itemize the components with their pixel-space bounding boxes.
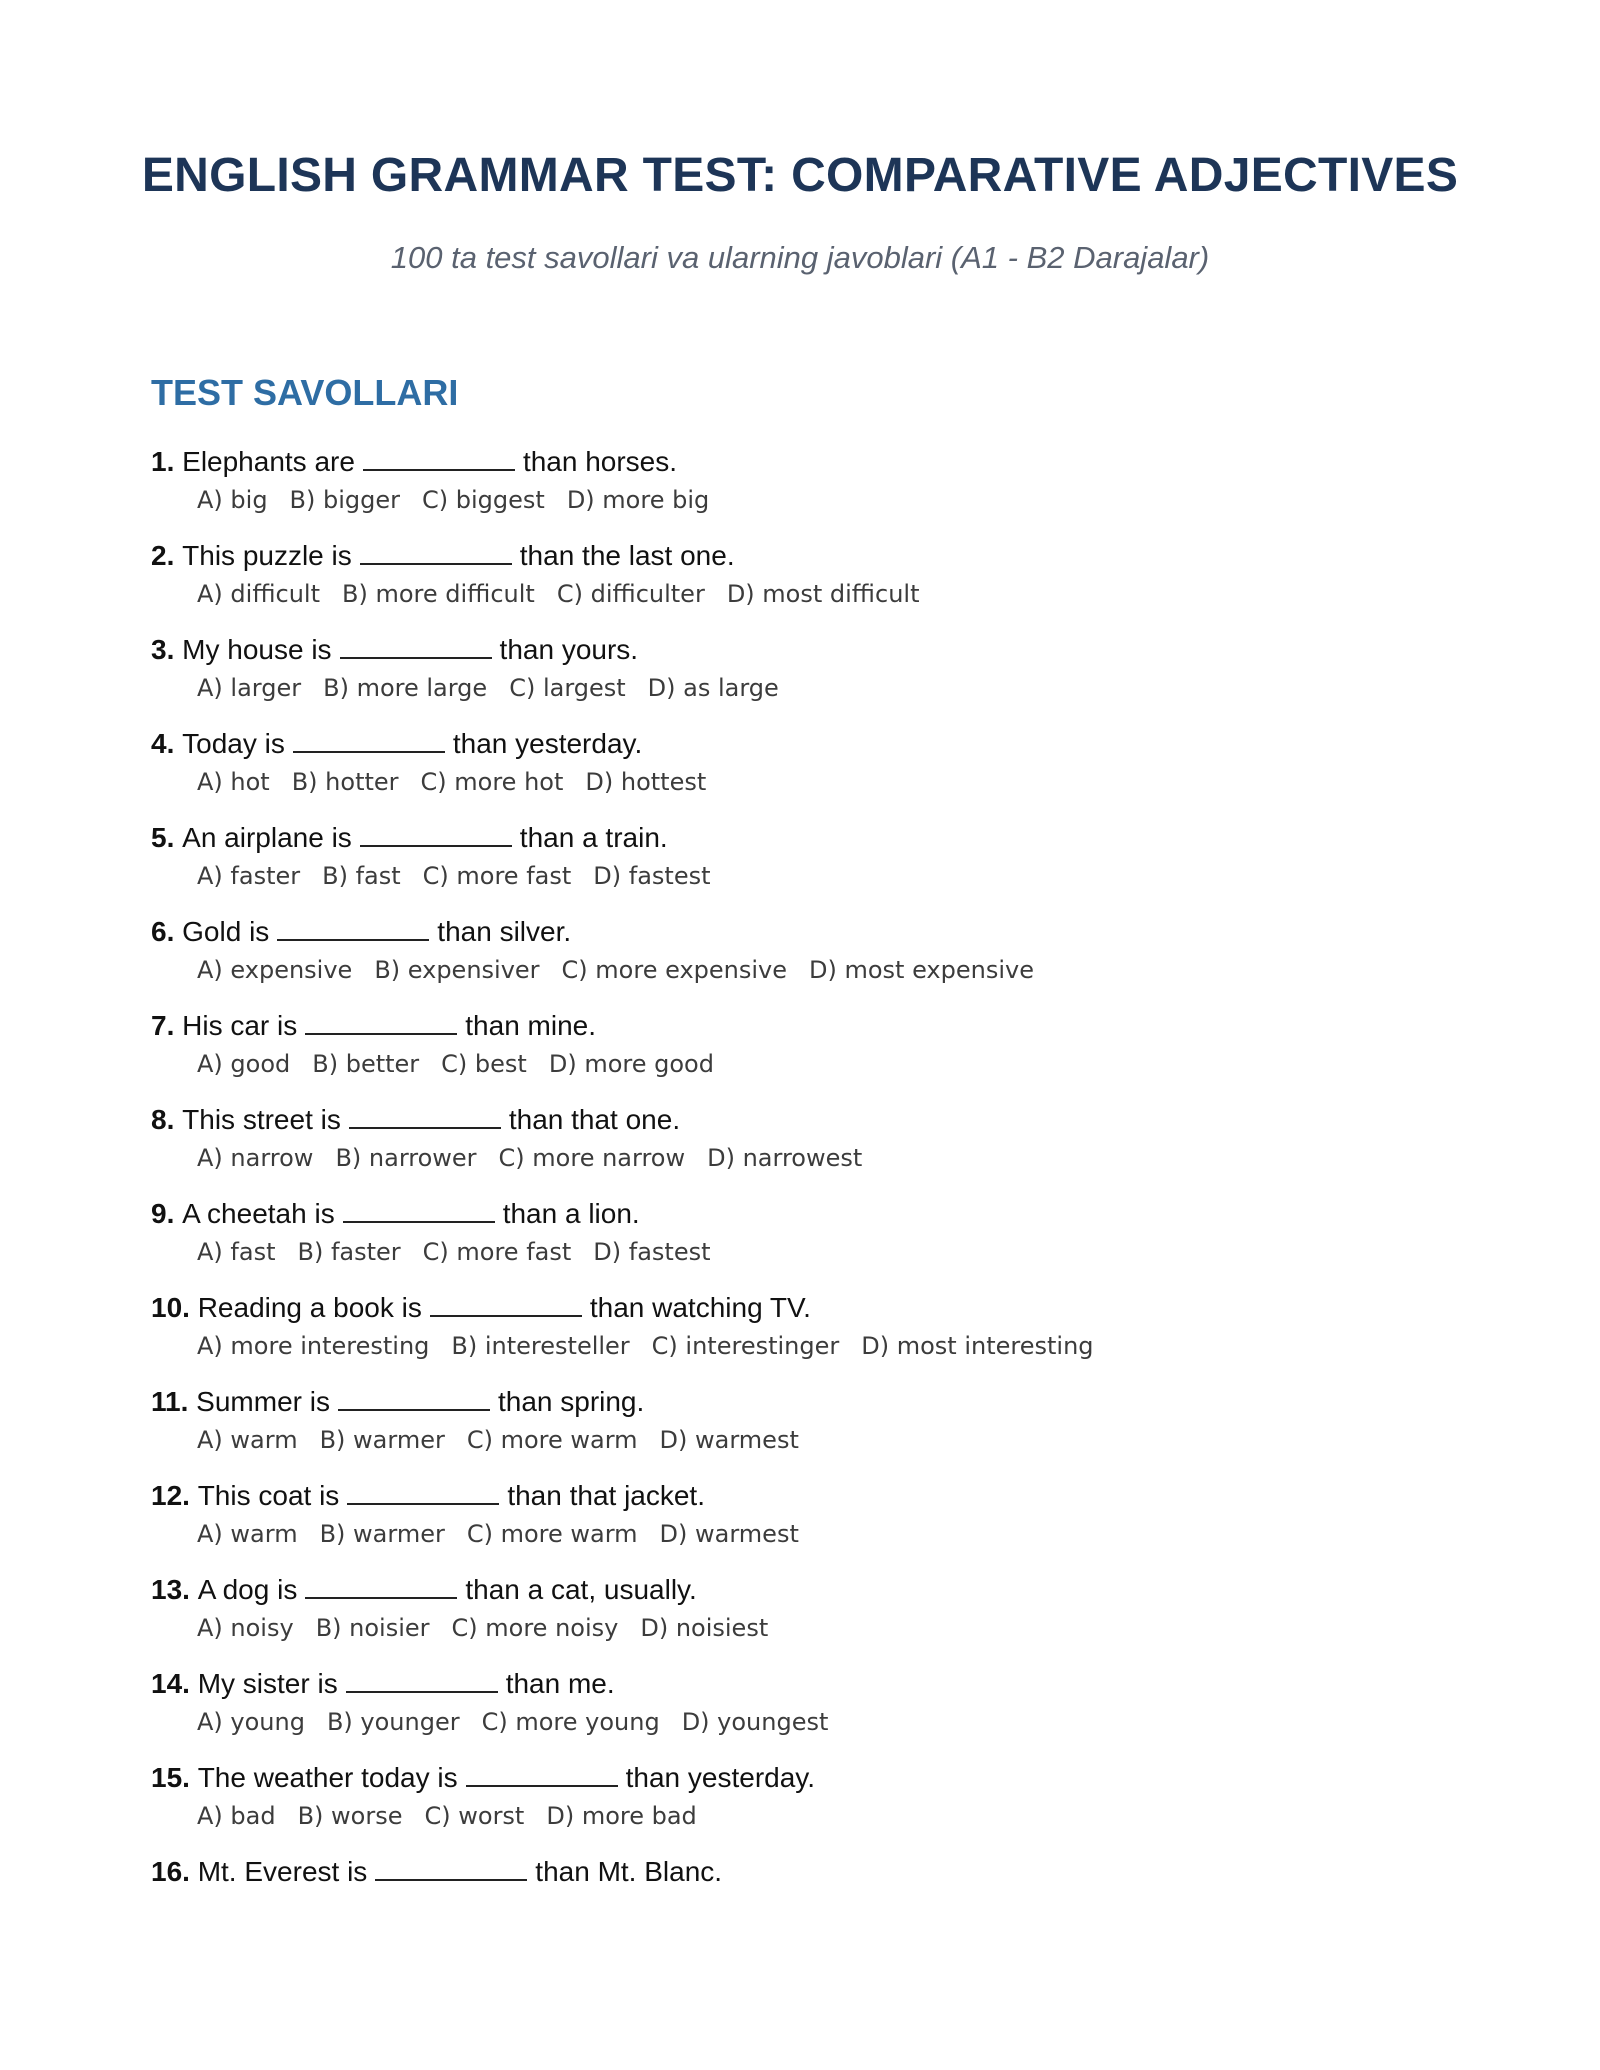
answer-option: D) more bad: [546, 1802, 697, 1830]
question-number: 14.: [151, 1668, 198, 1699]
question-number: 10.: [151, 1292, 198, 1323]
question-line: [151, 1197, 1451, 1231]
question-number: 7.: [151, 1010, 183, 1041]
answer-blank: [466, 1763, 618, 1787]
answer-option: D) warmest: [659, 1426, 799, 1454]
answer-option: C) worst: [424, 1802, 525, 1830]
answer-option: D) noisiest: [640, 1614, 769, 1642]
question-item: [151, 821, 1451, 915]
question-text-after: than the last one.: [519, 540, 735, 571]
question-text-after: than mine.: [465, 1010, 597, 1041]
answer-options: [197, 767, 1451, 797]
question-item: [151, 633, 1451, 727]
answer-blank: [305, 1575, 457, 1599]
answer-option: C) more young: [481, 1708, 660, 1736]
question-item: [151, 727, 1451, 821]
question-number: 2.: [151, 540, 183, 571]
question-text-after: than a lion.: [502, 1198, 640, 1229]
answer-option: A) noisy: [197, 1614, 294, 1642]
question-number: 3.: [151, 634, 183, 665]
answer-option: A) faster: [197, 862, 301, 890]
page-title: ENGLISH GRAMMAR TEST: COMPARATIVE ADJECTIVES: [141, 149, 1459, 202]
answer-option: B) narrower: [335, 1144, 477, 1172]
answer-option: B) hotter: [291, 768, 399, 796]
question-item: [151, 1291, 1451, 1385]
question-text-before: Reading a book is: [197, 1292, 422, 1323]
question-text-after: than horses.: [522, 446, 678, 477]
answer-blank: [360, 541, 512, 565]
question-text-before: A cheetah is: [182, 1198, 335, 1229]
answer-options: [197, 1237, 1451, 1267]
question-text-after: than that one.: [508, 1104, 681, 1135]
answer-options: [197, 1801, 1451, 1831]
question-number: 1.: [151, 446, 183, 477]
answer-option: D) most interesting: [861, 1332, 1094, 1360]
answer-option: D) narrowest: [707, 1144, 863, 1172]
answer-option: A) expensive: [197, 956, 353, 984]
answer-option: A) bad: [197, 1802, 276, 1830]
answer-option: B) bigger: [289, 486, 401, 514]
answer-blank: [430, 1293, 582, 1317]
answer-option: A) more interesting: [197, 1332, 430, 1360]
question-item: [151, 1103, 1451, 1197]
answer-option: A) difficult: [197, 580, 320, 608]
question-text-after: than silver.: [437, 916, 572, 947]
answer-option: A) big: [197, 486, 268, 514]
question-text-after: than me.: [505, 1668, 615, 1699]
answer-option: B) better: [312, 1050, 420, 1078]
answer-option: C) more noisy: [451, 1614, 619, 1642]
answer-options: [197, 485, 1451, 515]
question-line: [151, 1291, 1451, 1325]
answer-blank: [363, 447, 515, 471]
question-item: [151, 1761, 1451, 1855]
question-line: [151, 633, 1451, 667]
question-item: [151, 539, 1451, 633]
question-text-before: Gold is: [182, 916, 270, 947]
answer-option: A) hot: [197, 768, 270, 796]
answer-option: D) youngest: [681, 1708, 829, 1736]
answer-option: A) warm: [197, 1520, 298, 1548]
answer-blank: [346, 1669, 498, 1693]
question-line: [151, 1855, 1451, 1889]
question-item: [151, 915, 1451, 1009]
question-text-after: than spring.: [497, 1386, 645, 1417]
question-text-before: This coat is: [197, 1480, 340, 1511]
answer-option: B) more large: [323, 674, 488, 702]
answer-option: B) faster: [297, 1238, 401, 1266]
answer-option: C) more expensive: [561, 956, 787, 984]
question-line: [151, 1667, 1451, 1701]
answer-option: C) more warm: [466, 1426, 638, 1454]
answer-blank: [305, 1011, 457, 1035]
question-number: 8.: [151, 1104, 183, 1135]
question-text-before: His car is: [182, 1010, 298, 1041]
answer-option: B) warmer: [319, 1520, 445, 1548]
question-item: [151, 1855, 1451, 1949]
answer-option: B) more difficult: [342, 580, 535, 608]
question-text-before: My house is: [182, 634, 332, 665]
answer-options: [197, 579, 1451, 609]
question-item: [151, 445, 1451, 539]
answer-option: C) more hot: [420, 768, 564, 796]
question-text-after: than yesterday.: [625, 1762, 815, 1793]
question-text-before: An airplane is: [182, 822, 352, 853]
answer-option: D) fastest: [593, 1238, 711, 1266]
page-subtitle: 100 ta test savollari va ularning javoblari (A1 - B2 Darajalar): [390, 240, 1210, 275]
answer-option: D) most expensive: [809, 956, 1034, 984]
question-number: 11.: [151, 1386, 197, 1417]
question-text-before: Summer is: [196, 1386, 330, 1417]
question-line: [151, 915, 1451, 949]
question-text-before: This street is: [182, 1104, 341, 1135]
question-text-after: than Mt. Blanc.: [535, 1856, 723, 1887]
answer-option: C) difficulter: [556, 580, 705, 608]
answer-option: D) fastest: [593, 862, 711, 890]
answer-option: C) best: [441, 1050, 527, 1078]
answer-option: A) young: [197, 1708, 305, 1736]
answer-option: C) interestinger: [651, 1332, 840, 1360]
answer-blank: [349, 1105, 501, 1129]
question-text-after: than a train.: [519, 822, 668, 853]
question-line: [151, 539, 1451, 573]
answer-option: C) biggest: [422, 486, 545, 514]
question-line: [151, 1761, 1451, 1795]
question-line: [151, 727, 1451, 761]
answer-option: B) fast: [322, 862, 401, 890]
answer-options: [197, 1049, 1451, 1079]
answer-option: B) interesteller: [451, 1332, 630, 1360]
answer-options: [197, 1331, 1451, 1361]
answer-blank: [293, 729, 445, 753]
question-item: [151, 1667, 1451, 1761]
answer-option: A) narrow: [197, 1144, 314, 1172]
question-text-before: The weather today is: [197, 1762, 458, 1793]
answer-blank: [277, 917, 429, 941]
answer-options: [197, 955, 1451, 985]
answer-option: C) largest: [509, 674, 626, 702]
section-heading: TEST SAVOLLARI: [151, 372, 459, 413]
answer-option: A) good: [197, 1050, 291, 1078]
answer-blank: [340, 635, 492, 659]
question-text-before: My sister is: [197, 1668, 338, 1699]
answer-option: D) more good: [548, 1050, 714, 1078]
answer-option: D) as large: [647, 674, 779, 702]
answer-options: [197, 1425, 1451, 1455]
question-text-after: than that jacket.: [507, 1480, 705, 1511]
question-line: [151, 1573, 1451, 1607]
question-number: 6.: [151, 916, 183, 947]
question-line: [151, 445, 1451, 479]
answer-options: [197, 1613, 1451, 1643]
question-text-after: than yesterday.: [452, 728, 643, 759]
answer-options: [197, 1143, 1451, 1173]
answer-options: [197, 1519, 1451, 1549]
answer-blank: [347, 1481, 499, 1505]
question-number: 16.: [151, 1856, 198, 1887]
answer-option: C) more warm: [466, 1520, 638, 1548]
answer-option: B) expensiver: [374, 956, 540, 984]
answer-option: A) warm: [197, 1426, 298, 1454]
question-number: 4.: [151, 728, 183, 759]
question-number: 13.: [151, 1574, 198, 1605]
question-line: [151, 1385, 1451, 1419]
question-text-before: Elephants are: [182, 446, 355, 477]
question-text-before: A dog is: [197, 1574, 298, 1605]
answer-blank: [343, 1199, 495, 1223]
question-item: [151, 1479, 1451, 1573]
question-text-after: than yours.: [499, 634, 639, 665]
answer-option: C) more fast: [422, 862, 572, 890]
question-item: [151, 1573, 1451, 1667]
answer-option: D) more big: [566, 486, 710, 514]
question-line: [151, 1009, 1451, 1043]
answer-blank: [338, 1387, 490, 1411]
answer-blank: [360, 823, 512, 847]
question-item: [151, 1385, 1451, 1479]
answer-option: D) hottest: [585, 768, 707, 796]
answer-option: B) warmer: [319, 1426, 445, 1454]
question-text-after: than a cat, usually.: [465, 1574, 697, 1605]
question-number: 5.: [151, 822, 183, 853]
question-text-before: Today is: [182, 728, 285, 759]
question-line: [151, 1479, 1451, 1513]
question-text-before: Mt. Everest is: [197, 1856, 368, 1887]
question-line: [151, 821, 1451, 855]
answer-option: D) warmest: [659, 1520, 799, 1548]
answer-option: D) most difficult: [726, 580, 920, 608]
answer-option: C) more fast: [422, 1238, 572, 1266]
answer-options: [197, 673, 1451, 703]
question-text-after: than watching TV.: [589, 1292, 811, 1323]
answer-option: C) more narrow: [498, 1144, 686, 1172]
question-text-before: This puzzle is: [182, 540, 352, 571]
answer-option: B) worse: [297, 1802, 403, 1830]
question-item: [151, 1197, 1451, 1291]
question-number: 9.: [151, 1198, 183, 1229]
question-number: 15.: [151, 1762, 198, 1793]
question-number: 12.: [151, 1480, 198, 1511]
question-list: [151, 445, 1451, 1949]
answer-options: [197, 1707, 1451, 1737]
answer-option: B) noisier: [315, 1614, 430, 1642]
answer-option: B) younger: [326, 1708, 460, 1736]
answer-options: [197, 861, 1451, 891]
answer-option: A) fast: [197, 1238, 276, 1266]
question-line: [151, 1103, 1451, 1137]
answer-blank: [375, 1857, 527, 1881]
answer-option: A) larger: [197, 674, 302, 702]
question-item: [151, 1009, 1451, 1103]
